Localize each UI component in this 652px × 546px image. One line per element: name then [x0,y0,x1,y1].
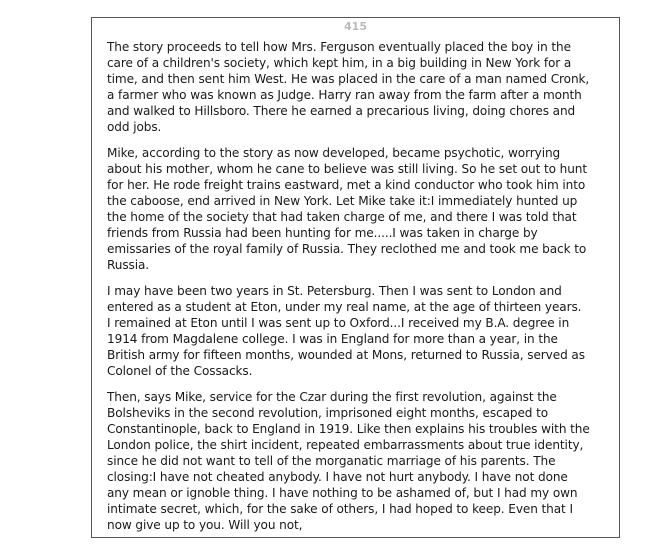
text-line: Russia. [107,258,150,272]
text-line: London police, the shirt incident, repeated embarrassments about true identity, [107,438,584,452]
text-line: for her. He rode freight trains eastward, met a kind conductor who took him into [107,178,586,192]
text-line: and walked to Hillsboro. There he earned a precarious living, doing chores and [107,104,576,118]
text-line: about his mother, whom he cane to believe was still living. So he set out to hunt [107,162,587,176]
text-line: British army for fifteen months, wounded at Mons, returned to Russia, served as [107,348,585,362]
text-line: Mike, according to the story as now developed, became psychotic, worrying [107,146,561,160]
text-line: Then, says Mike, service for the Czar during the first revolution, against the [107,390,557,404]
text-line: Bolsheviks in the second revolution, imprisoned eight months, escaped to [107,406,549,420]
paragraph-3 [107,283,610,379]
text-line: the home of the society that had taken charge of me, and there I was told that [107,210,577,224]
page-number: 415 [344,20,367,33]
paragraph-1 [107,39,610,135]
text-line: closing:I have not cheated anybody. I have not hurt anybody. I have not done [107,470,568,484]
text-line: time, and then sent him West. He was placed in the care of a man named Cronk, [107,72,590,86]
text-line: care of a children's society, which kept him, in a big building in New York for a [107,56,572,70]
text-line: Constantinople, back to England in 1919. Like then explains his troubles with the [107,422,590,436]
text-line: friends from Russia had been hunting for me.....I was taken in charge by [107,226,538,240]
text-line: emissaries of the royal family of Russia. They reclothed me and took me back to [107,242,587,256]
text-line: since he did not want to tell of the morganatic marriage of his parents. The [107,454,556,468]
text-line: the caboose, end arrived in New York. Let Mike take it:I immediately hunted up [107,194,578,208]
document-page [91,17,620,538]
text-line: Colonel of the Cossacks. [107,364,253,378]
paragraph-4 [107,389,610,533]
text-line: The story proceeds to tell how Mrs. Ferguson eventually placed the boy in the [107,40,571,54]
text-line: odd jobs. [107,120,162,134]
paragraph-2 [107,145,610,273]
text-line: I may have been two years in St. Petersburg. Then I was sent to London and [107,284,562,298]
text-line: any mean or ignoble thing. I have nothing to be ashamed of, but I had my own [107,486,578,500]
text-line: entered as a student at Eton, under my real name, at the age of thirteen years. [107,300,582,314]
text-line: intimate secret, which, for the sake of others, I had hoped to keep. Even that I [107,502,573,516]
text-line: a farmer who was known as Judge. Harry ran away from the farm after a month [107,88,582,102]
body-text [107,39,610,538]
text-line: I remained at Eton until I was sent up to Oxford...I received my B.A. degree in [107,316,570,330]
text-line: 1914 from Magdalene college. I was in England for more than a year, in the [107,332,558,346]
text-line: now give up to you. Will you not, [107,518,303,532]
